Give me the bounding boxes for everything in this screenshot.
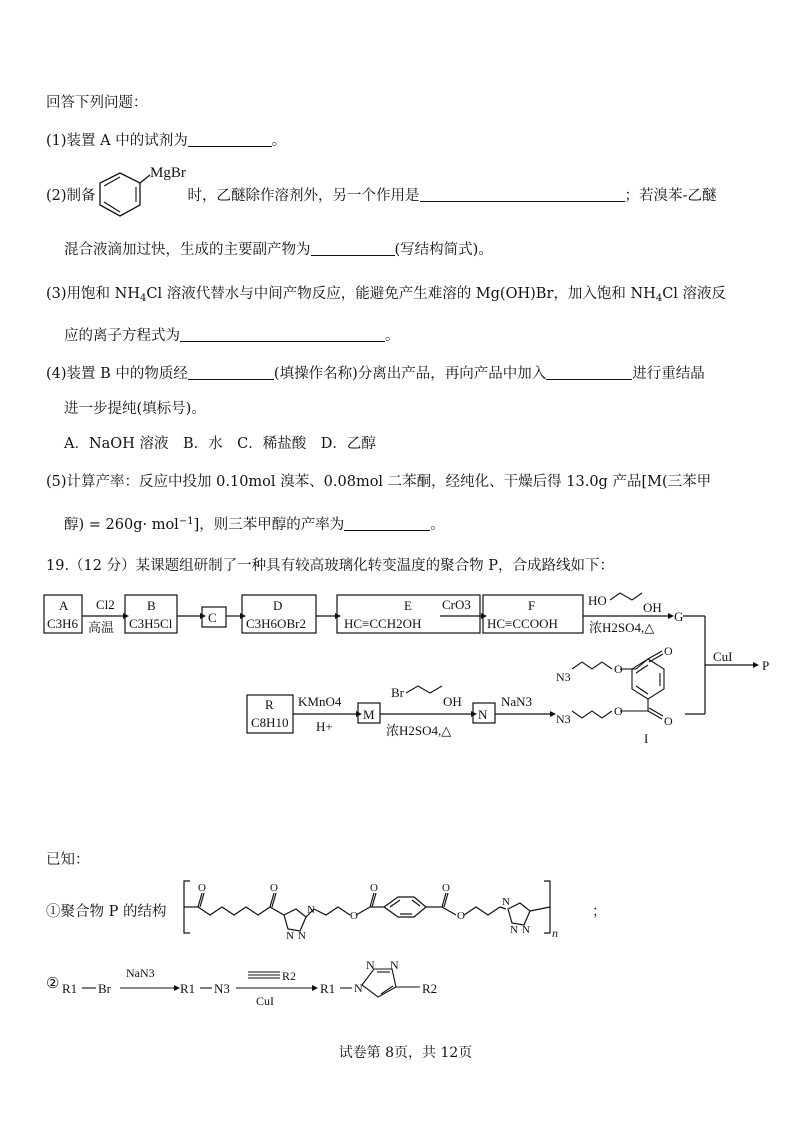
reagent-nan3: NaN3 xyxy=(126,966,155,980)
q4-post-text: 进行重结晶 xyxy=(632,366,705,382)
i-o-lower: O xyxy=(614,704,623,718)
q3-sub1: 4 xyxy=(139,293,147,304)
compound-r-formula: C8H10 xyxy=(251,715,289,730)
compound-e-formula: HC≡CCH2OH xyxy=(344,616,422,631)
q5-answer-blank[interactable] xyxy=(344,516,430,531)
q4-text: (4)装置 B 中的物质经 xyxy=(46,366,188,382)
compound-c-label: C xyxy=(208,610,217,625)
glycol-oh: OH xyxy=(643,600,662,615)
question-3 xyxy=(46,284,726,309)
q2-answer-blank-1[interactable] xyxy=(420,187,625,202)
q5-sup: −1 xyxy=(178,516,194,527)
q2-answer-blank-2[interactable] xyxy=(311,241,395,256)
question-3-line2 xyxy=(64,326,400,346)
q4-line2: 进一步提纯(填标号)。 xyxy=(64,401,206,417)
known-item-1 xyxy=(46,902,166,922)
compound-m-label: M xyxy=(363,707,375,722)
q2-line2-end: (写结构简式)。 xyxy=(394,242,493,258)
compound-d-label: D xyxy=(273,598,283,613)
compound-a-formula: C3H6 xyxy=(47,616,79,631)
synthesis-scheme xyxy=(40,585,780,800)
cond-h: H+ xyxy=(316,719,333,734)
bromoethanol-br: Br xyxy=(391,685,404,700)
q2-line2-text: 混合液滴加过快，生成的主要副产物为 xyxy=(64,242,311,258)
compound-i-label: I xyxy=(644,731,649,746)
question-1 xyxy=(46,131,286,151)
known-title: 已知： xyxy=(46,852,90,868)
i-o-carbonyl-upper: O xyxy=(664,644,673,658)
q2-text: (2)制备 xyxy=(46,188,96,204)
cond-cl2: Cl2 xyxy=(96,597,115,612)
page-footer: 试卷第 8页，共 12页 xyxy=(338,1045,473,1061)
cond-heat: 高温 xyxy=(88,620,115,635)
reagent-cui: CuI xyxy=(256,994,274,1008)
q4-mid-text: (填操作名称)分离出产品，再向产品中加入 xyxy=(273,366,547,382)
compound-r-label: R xyxy=(265,697,274,712)
q5-line2-text: 醇) = 260g· mol xyxy=(64,517,179,533)
compound-f-formula: HC≡CCOOH xyxy=(487,616,558,631)
phenyl-mgbr-structure xyxy=(94,163,194,223)
p-oxygen-5: O xyxy=(350,910,358,922)
p-n-2: N xyxy=(286,930,294,942)
cond-nan3: NaN3 xyxy=(501,694,533,709)
i-azide-lower: N3 xyxy=(556,712,571,726)
q3-line2-text: 应的离子方程式为 xyxy=(64,328,180,344)
p-oxygen-4: O xyxy=(442,882,450,894)
q4-answer-blank-2[interactable] xyxy=(546,365,632,380)
p-n-4: N xyxy=(502,896,510,908)
q3-sub2: 4 xyxy=(655,293,663,304)
bromoethanol-oh: OH xyxy=(443,694,462,709)
p-oxygen-2: O xyxy=(270,882,278,894)
p-oxygen-3: O xyxy=(370,882,378,894)
br-reactant: Br xyxy=(98,981,111,996)
p-n-1: N xyxy=(307,904,315,916)
cond-kmno4: KMnO4 xyxy=(298,694,342,709)
triazole-n2: N xyxy=(366,958,375,972)
triazole-n3: N xyxy=(390,958,399,972)
known-item-1-end: ； xyxy=(592,904,607,920)
q3-text: (3)用饱和 NH xyxy=(46,286,140,302)
compound-a-label: A xyxy=(59,598,69,613)
q2-post-text: ；若溴苯-乙醚 xyxy=(624,188,717,204)
r1-a: R1 xyxy=(62,981,78,996)
compound-e-label: E xyxy=(404,598,412,613)
compound-b-label: B xyxy=(147,598,156,613)
q4-options: A．NaOH 溶液 B．水 C．稀盐酸 D．乙醇 xyxy=(64,436,376,452)
r1-c: R1 xyxy=(320,981,336,996)
triazole-n1: N xyxy=(354,981,363,995)
q2-mid-text: 时，乙醚除作溶剂外，另一个作用是 xyxy=(187,188,420,204)
q3-line2-end: 。 xyxy=(385,328,400,344)
mgbr-label: MgBr xyxy=(150,165,186,181)
compound-g: G xyxy=(674,609,684,624)
q3-answer-blank[interactable] xyxy=(180,327,385,342)
p-oxygen-6: O xyxy=(457,910,465,922)
p-n-5: N xyxy=(510,924,518,936)
polymer-p-structure xyxy=(180,875,600,945)
q4-answer-blank-1[interactable] xyxy=(188,365,274,380)
question-5-line2 xyxy=(64,512,445,535)
q1-end: 。 xyxy=(271,133,287,149)
question-4 xyxy=(46,364,705,384)
p-oxygen-1: O xyxy=(198,882,206,894)
glycol-ho: HO xyxy=(588,593,607,608)
cond-h2so4-bottom: 浓H2SO4,△ xyxy=(386,723,452,738)
question-5: (5)计算产率：反应中投加 0.10mol 溴苯、0.08mol 二苯酮，经纯化、干燥后得 13.0g 产品[M(三苯甲 xyxy=(46,474,712,490)
i-o-carbonyl-lower: O xyxy=(664,714,673,728)
intro-text: 回答下列问题： xyxy=(46,95,148,111)
cond-cro3: CrO3 xyxy=(442,597,471,612)
q5-line2-mid: ]，则三苯甲醇的产率为 xyxy=(193,517,345,533)
q1-answer-blank[interactable] xyxy=(188,132,272,147)
r2-product: R2 xyxy=(422,981,438,996)
product-p: P xyxy=(762,658,770,673)
r1-b: R1 xyxy=(180,981,196,996)
cond-h2so4-top: 浓H2SO4,△ xyxy=(589,620,655,635)
alkyne-r2: R2 xyxy=(282,969,297,983)
known-item-2-mark: ② xyxy=(46,976,60,992)
compound-d-formula: C3H6OBr2 xyxy=(246,616,306,631)
q3-mid-text: Cl 溶液代替水与中间产物反应，能避免产生难溶的 Mg(OH)Br，加入饱和 NH xyxy=(146,286,656,302)
repeat-n: n xyxy=(552,926,558,940)
known-reaction-2 xyxy=(44,955,504,1015)
q5-line2-end: 。 xyxy=(430,517,445,533)
p-n-6: N xyxy=(522,924,530,936)
question-2-line2 xyxy=(64,240,493,260)
known-item-1-text: ①聚合物 P 的结构 xyxy=(46,904,167,920)
q1-text: (1)装置 A 中的试剂为 xyxy=(46,133,188,149)
compound-n-label: N xyxy=(478,707,488,722)
compound-f-label: F xyxy=(528,598,536,613)
i-azide-upper: N3 xyxy=(556,670,571,684)
i-o-upper: O xyxy=(614,662,623,676)
q3-end-text: Cl 溶液反 xyxy=(662,286,727,302)
cond-cui: CuI xyxy=(713,649,733,664)
p-n-3: N xyxy=(298,930,306,942)
question-19: 19.（12 分）某课题组研制了一种具有较高玻璃化转变温度的聚合物 P，合成路线如下： xyxy=(46,558,614,574)
compound-b-formula: C3H5Cl xyxy=(129,616,173,631)
n3-intermediate: N3 xyxy=(214,981,230,996)
